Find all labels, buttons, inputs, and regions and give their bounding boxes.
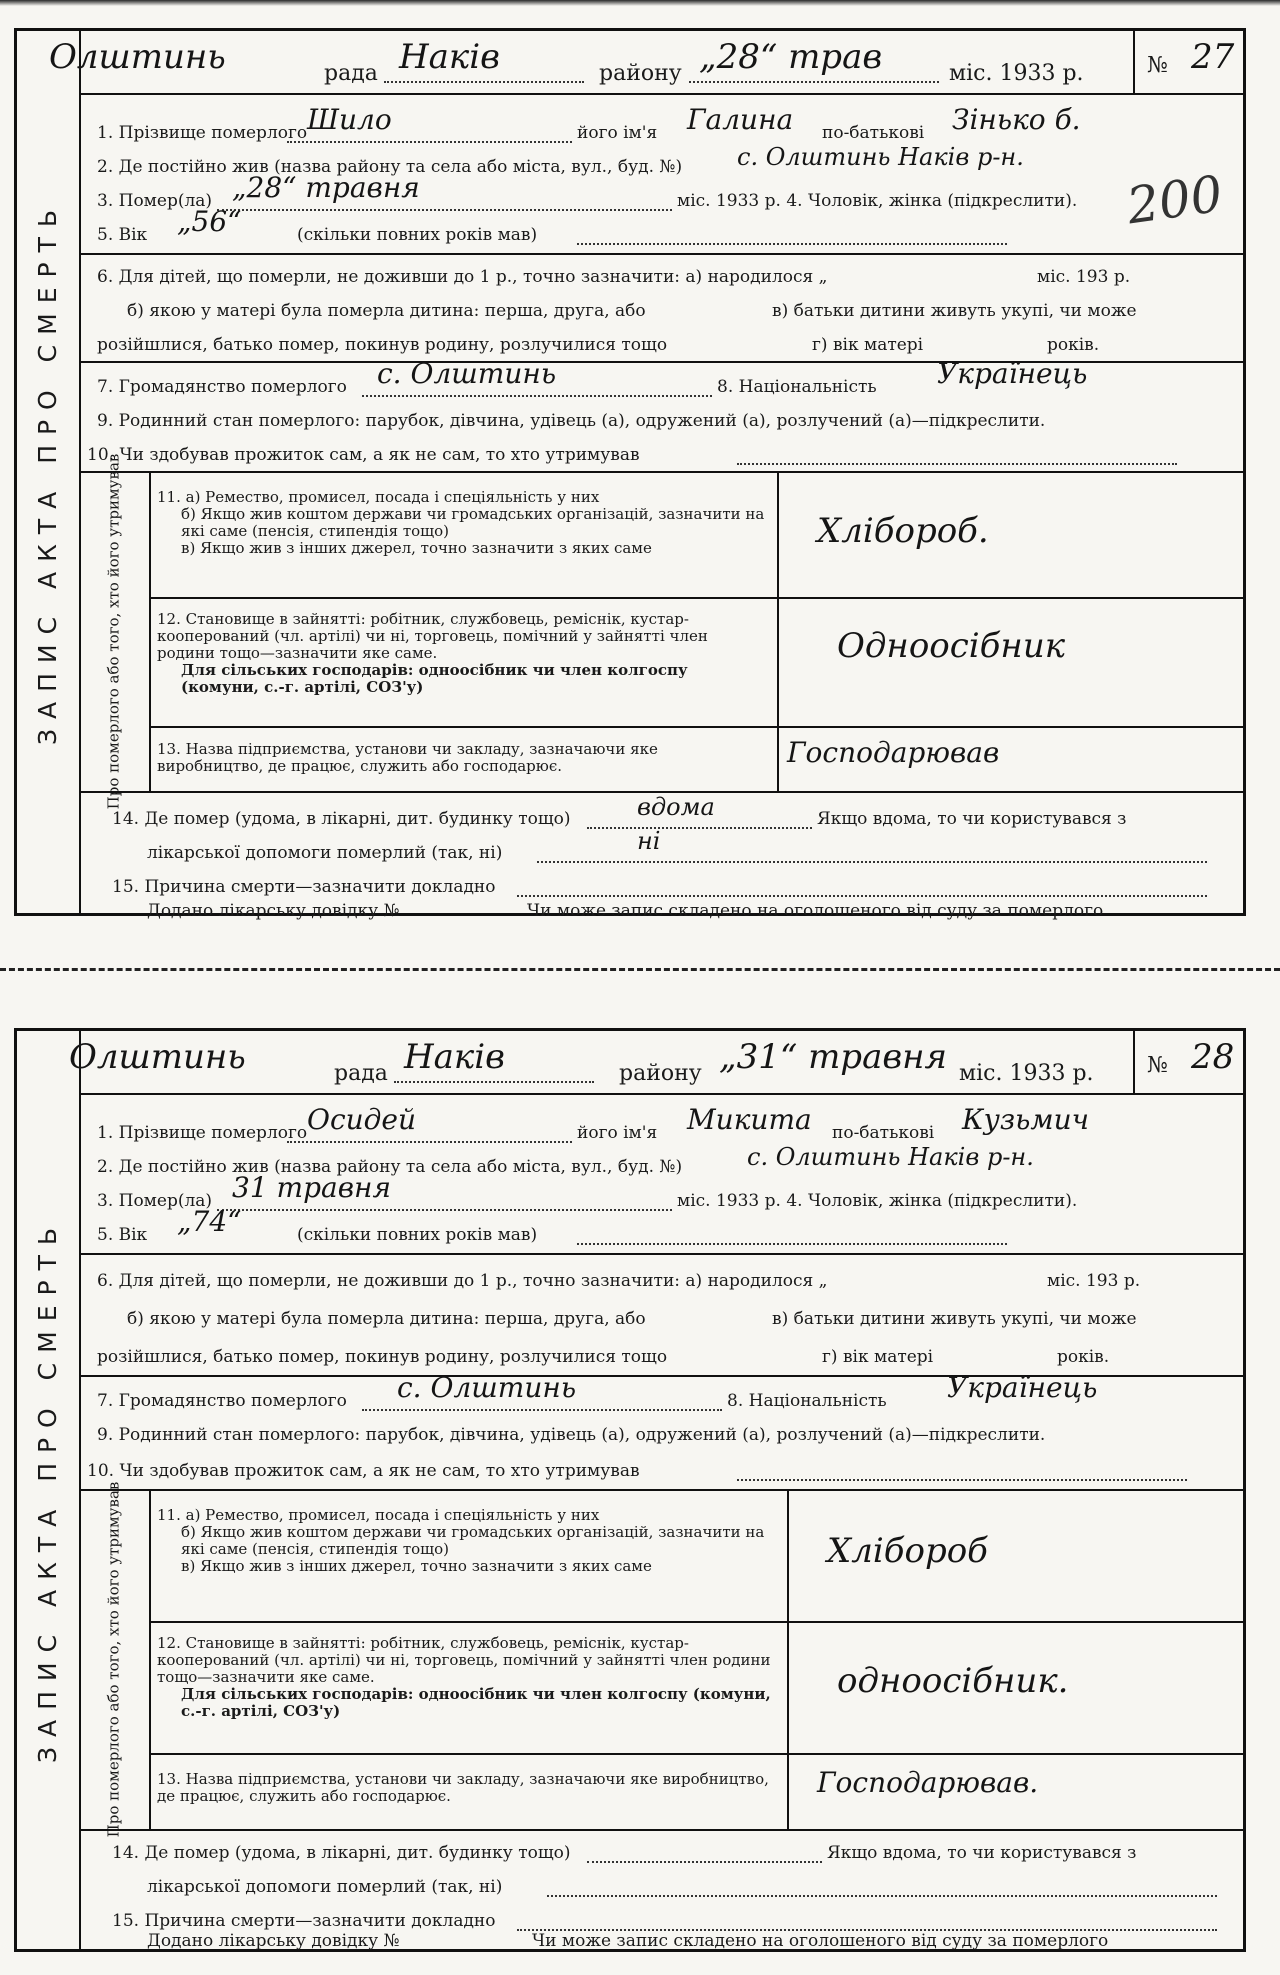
record-number: 27 <box>1191 37 1235 77</box>
side-title: ЗАПИС АКТА ПРО СМЕРТЬ <box>17 1031 81 1949</box>
employment-status-value: Одноосібник <box>837 626 1066 666</box>
citizenship-value: с. Олштинь <box>397 1371 577 1404</box>
residence-value: с. Олштинь Наків р-н. <box>737 143 1024 171</box>
record-number-box: № 28 <box>1133 1031 1243 1093</box>
citizenship-value: с. Олштинь <box>377 357 557 390</box>
nationality-value: Українець <box>947 1371 1098 1404</box>
surname-value: Шило <box>307 103 392 136</box>
month-year-label: міс. 1933 р. <box>949 61 1084 86</box>
death-date-value: „28“ травня <box>232 171 420 204</box>
record-number-box: № 27 <box>1133 31 1243 93</box>
age-value: „56“ <box>177 205 242 238</box>
record-number: 28 <box>1191 1037 1235 1077</box>
surname-value: Осидей <box>307 1103 417 1136</box>
rada-label: рада <box>324 61 378 86</box>
stamp-number: 200 <box>1123 164 1227 236</box>
occupation-side-label: Про померлого або того, хто його утримував <box>79 1489 151 1829</box>
district-label: району <box>619 1061 702 1086</box>
workplace-value: Господарював <box>787 736 1000 769</box>
date-value: „31“ травня <box>719 1037 948 1077</box>
occupation-side-label: Про померлого або того, хто його утримував <box>79 471 151 791</box>
page-edge <box>0 0 1280 6</box>
workplace-value: Господарював. <box>817 1766 1039 1799</box>
death-record-form-2: ЗАПИС АКТА ПРО СМЕРТЬ Олштинь рада Наків району „31“ травня міс. 1933 р. № 28 1. Прізвище померлого Осидей його ім'я Микита по-батькові Кузьмич 2. Де постійно жив (назва району та села або міста, вул., буд. №) с. Олштинь Наків р-н. 3. Помер(ла) 31 травня міс. 1933 р. 4. Чоловік, жінка (підкреслити). 5. Вік „74“ (скільки повних років мав) 6. Для дітей, що померли, не доживши до 1 р., точно зазначити: а) народилося „ міс. 193 р. б) якою у матері була померла дитина: перша, друга, або в) батьки дитини живуть укупі, чи може розійшлися, батько помер, покинув родину, розлучилися тощо г) вік матері років. 7. Громадянство померлого с. Олштинь 8. Національність Українець 9. Родинний стан померлого: парубок, дівчина, удівець (а), одружений (а), розлучений (а)—підкреслити. 10. Чи здобував прожиток сам, а як не сам, то хто утримував Про померлого або того, хто його утримував 11. а) Ремество, промисел, посада і спеціяльність у них б) Якщо жив коштом держави чи громадських організацій, зазначити на які саме (пенсія, стипендія тощо) в) Якщо жив з інших джерел, точно зазначити з яких саме Хлібороб 12. Становище в зайнятті: робітник, службовець, реміснік, кустар-кооперований (чл. артілі) чи ні, торговець, помічний у зайнятті член родини тощо—зазначити яке саме. Для сільських господарів: одноосібник чи член колгоспу (комуни, с.-г. артілі, СОЗ'у) одноосібник. 13. Назва підприємства, установи чи закладу, зазначаючи яке виробництво, де працює, служить або господарює. Господарював. 14. Де помер (удома, в лікарні, дит. будинку тощо) Якщо вдома, то чи користувався з лікарської допомоги померлий (так, ні) 15. Причина смерти—зазначити докладно Додано лікарську довідку № Чи може запис складено на оголошеного від суду за померлого <box>14 1028 1246 1952</box>
side-title: ЗАПИС АКТА ПРО СМЕРТЬ <box>17 31 81 913</box>
first-name-value: Микита <box>687 1103 812 1136</box>
place-of-death-value: вдома <box>637 793 715 821</box>
death-record-form-1: ЗАПИС АКТА ПРО СМЕРТЬ Олштинь рада Наків району „28“ трав міс. 1933 р. № 27 1. Прізвище померлого Шило його ім'я Галина по-батькові Зінько б. 2. Де постійно жив (назва району та села або міста, вул., буд. №) с. Олштинь Наків р-н. 3. Помер(ла) „28“ травня міс. 1933 р. 4. Чоловік, жінка (підкреслити). 5. Вік „56“ (скільки повних років мав) 200 6. Для дітей, що померли, не доживши до 1 р., точно зазначити: а) народилося „ міс. 193 р. б) якою у матері була померла дитина: перша, друга, або в) батьки дитини живуть укупі, чи може розійшлися, батько помер, покинув родину, розлучилися тощо г) вік матері років. 7. Громадянство померлого с. Олштинь 8. Національність Українець 9. Родинний стан померлого: парубок, дівчина, удівець (а), одружений (а), розлучений (а)—підкреслити. 10. Чи здобував прожиток сам, а як не сам, то хто утримував Про померлого або того, хто його утримував 11. а) Ремество, промисел, посада і спеціяльність у них б) Якщо жив коштом держави чи громадських організацій, зазначити на які саме (пенсія, стипендія тощо) в) Якщо жив з інших джерел, точно зазначити з яких саме Хлібороб. 12. Становище в зайнятті: робітник, службовець, реміснік, кустар-кооперований (чл. артілі) чи ні, торговець, помічний у зайнятті член родини тощо—зазначити яке саме. Для сільських господарів: одноосібник чи член колгоспу (комуни, с.-г. артілі, СОЗ'у) Одноосібник 13. Назва підприємства, установи чи закладу, зазначаючи яке виробництво, де працює, служить або господарює. Господарював 14. Де помер (удома, в лікарні, дит. будинку тощо) вдома Якщо вдома, то чи користувався з лікарської допомоги померлий (так, ні) ні 15. Причина смерти—зазначити докладно Додано лікарську довідку № Чи може запис складено на оголошеного від суду за померлого <box>14 28 1246 916</box>
residence-value: с. Олштинь Наків р-н. <box>747 1143 1034 1171</box>
village-value: Олштинь <box>69 1037 246 1077</box>
death-date-value: 31 травня <box>232 1171 391 1204</box>
form-divider <box>0 968 1280 971</box>
occupation-value: Хлібороб. <box>817 511 989 551</box>
month-year-label: міс. 1933 р. <box>959 1061 1094 1086</box>
patronymic-value: Зінько б. <box>952 103 1081 136</box>
patronymic-value: Кузьмич <box>962 1103 1090 1136</box>
first-name-value: Галина <box>687 103 794 136</box>
employment-status-value: одноосібник. <box>837 1661 1069 1701</box>
form-header <box>49 31 1243 95</box>
rada-value: Наків <box>404 1037 505 1077</box>
medical-help-value: ні <box>637 827 661 855</box>
date-value: „28“ трав <box>699 37 883 77</box>
occupation-value: Хлібороб <box>827 1531 988 1571</box>
age-value: „74“ <box>177 1205 242 1238</box>
village-value: Олштинь <box>49 37 226 77</box>
rada-label: рада <box>334 1061 388 1086</box>
form-header <box>69 1031 1243 1095</box>
district-label: району <box>599 61 682 86</box>
rada-value: Наків <box>399 37 500 77</box>
nationality-value: Українець <box>937 357 1088 390</box>
